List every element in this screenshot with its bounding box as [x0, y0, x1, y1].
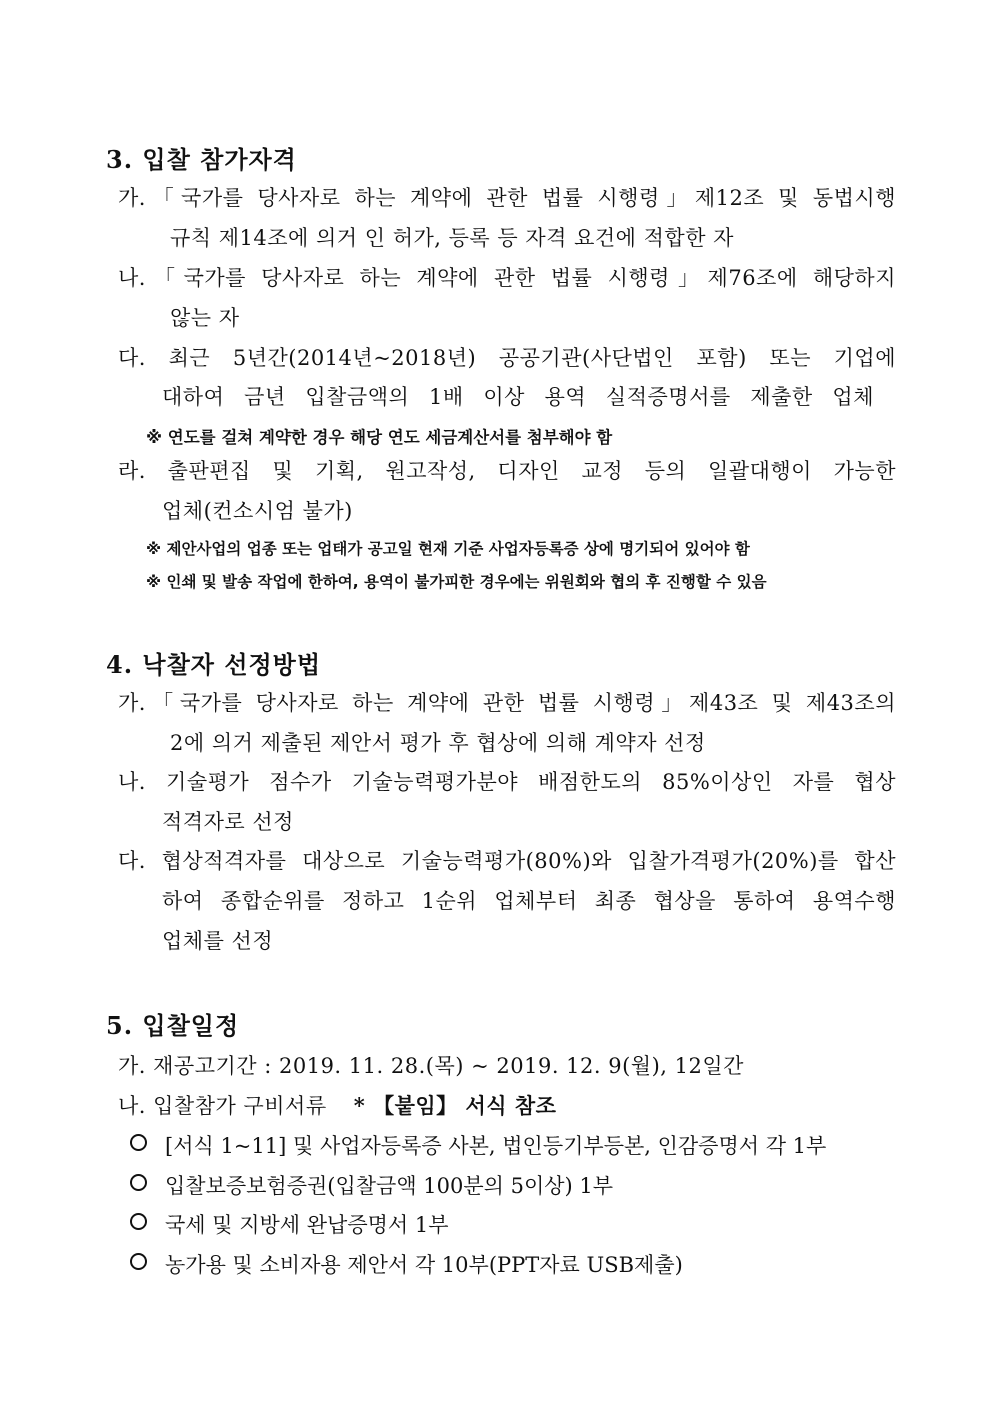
sec4-item-da-line3: 업체를 선정	[162, 929, 274, 953]
section-3-title: 3. 입찰 참가자격	[106, 145, 297, 174]
sec3-item-ra-line2: 업체(컨소시엄 불가)	[162, 499, 353, 523]
circle-bullet-icon	[130, 1174, 147, 1191]
sec5-doc-bullet	[130, 1209, 449, 1239]
sec5-item-ga: 가. 재공고기간 : 2019. 11. 28.(목) ~ 2019. 12. 9(월), 12일간	[118, 1054, 744, 1078]
sec4-item-da-line1: 다. 협상적격자를 대상으로 기술능력평가(80%)와 입찰가격평가(20%)를 합산	[118, 849, 896, 873]
section-4-title: 4. 낙찰자 선정방법	[106, 650, 322, 679]
sec3-item-na-line1: 나.「국가를 당사자로 하는 계약에 관한 법률 시행령」제76조에 해당하지	[118, 266, 896, 290]
sec4-item-ga-line2: 2에 의거 제출된 제안서 평가 후 협상에 의해 계약자 선정	[170, 731, 706, 755]
sec5-doc-bullet-text: 국세 및 지방세 완납증명서 1부	[165, 1213, 449, 1237]
sec5-doc-bullet-text: [서식 1~11] 및 사업자등록증 사본, 법인등기부등본, 인감증명서 각 1부	[165, 1134, 827, 1158]
section-5-title: 5. 입찰일정	[106, 1011, 240, 1040]
sec5-doc-bullet-text: 입찰보증보험증권(입찰금액 100분의 5이상) 1부	[165, 1174, 614, 1198]
sec5-item-na-reference: * 【붙임】 서식 참조	[353, 1093, 557, 1118]
sec3-item-na-line2: 않는 자	[170, 306, 240, 330]
sec3-item-ga-line2: 규칙 제14조에 의거 인 허가, 등록 등 자격 요건에 적합한 자	[170, 226, 734, 250]
circle-bullet-icon	[130, 1253, 147, 1270]
sec4-item-ga-line1: 가.「국가를 당사자로 하는 계약에 관한 법률 시행령」제43조 및 제43조의	[118, 691, 896, 715]
sec4-item-da-line2: 하여 종합순위를 정하고 1순위 업체부터 최종 협상을 통하여 용역수행	[162, 889, 896, 913]
sec3-item-da-line1: 다. 최근 5년간(2014년~2018년) 공공기관(사단법인 포함) 또는 기업에	[118, 346, 896, 370]
sec5-item-na-label: 나. 입찰참가 구비서류	[118, 1094, 327, 1118]
sec5-doc-bullet	[130, 1249, 683, 1279]
sec3-item-da-line2: 대하여 금년 입찰금액의 1배 이상 용역 실적증명서를 제출한 업체	[162, 385, 874, 409]
sec4-item-na-line1: 나. 기술평가 점수가 기술능력평가분야 배점한도의 85%이상인 자를 협상	[118, 770, 896, 794]
sec5-doc-bullet	[130, 1130, 826, 1160]
sec3-item-ga-line1: 가.「국가를 당사자로 하는 계약에 관한 법률 시행령」제12조 및 동법시행	[118, 186, 896, 210]
sec5-doc-bullet-text: 농가용 및 소비자용 제안서 각 10부(PPT자료 USB제출)	[165, 1253, 683, 1277]
circle-bullet-icon	[130, 1134, 147, 1151]
sec4-item-na-line2: 적격자로 선정	[162, 810, 294, 834]
sec5-doc-bullet	[130, 1170, 613, 1200]
sec3-note-2: ※ 제안사업의 업종 또는 업태가 공고일 현재 기준 사업자등록증 상에 명기되어 있어야 함	[146, 540, 750, 558]
sec5-item-na	[118, 1090, 556, 1120]
sec3-item-ra-line1: 라. 출판편집 및 기획, 원고작성, 디자인 교정 등의 일괄대행이 가능한	[118, 459, 896, 483]
sec3-note-3: ※ 인쇄 및 발송 작업에 한하여, 용역이 불가피한 경우에는 위원회와 협의 후 진행할 수 있음	[146, 573, 767, 591]
circle-bullet-icon	[130, 1213, 147, 1230]
sec3-note-1: ※ 연도를 걸쳐 계약한 경우 해당 연도 세금계산서를 첨부해야 함	[146, 428, 613, 447]
